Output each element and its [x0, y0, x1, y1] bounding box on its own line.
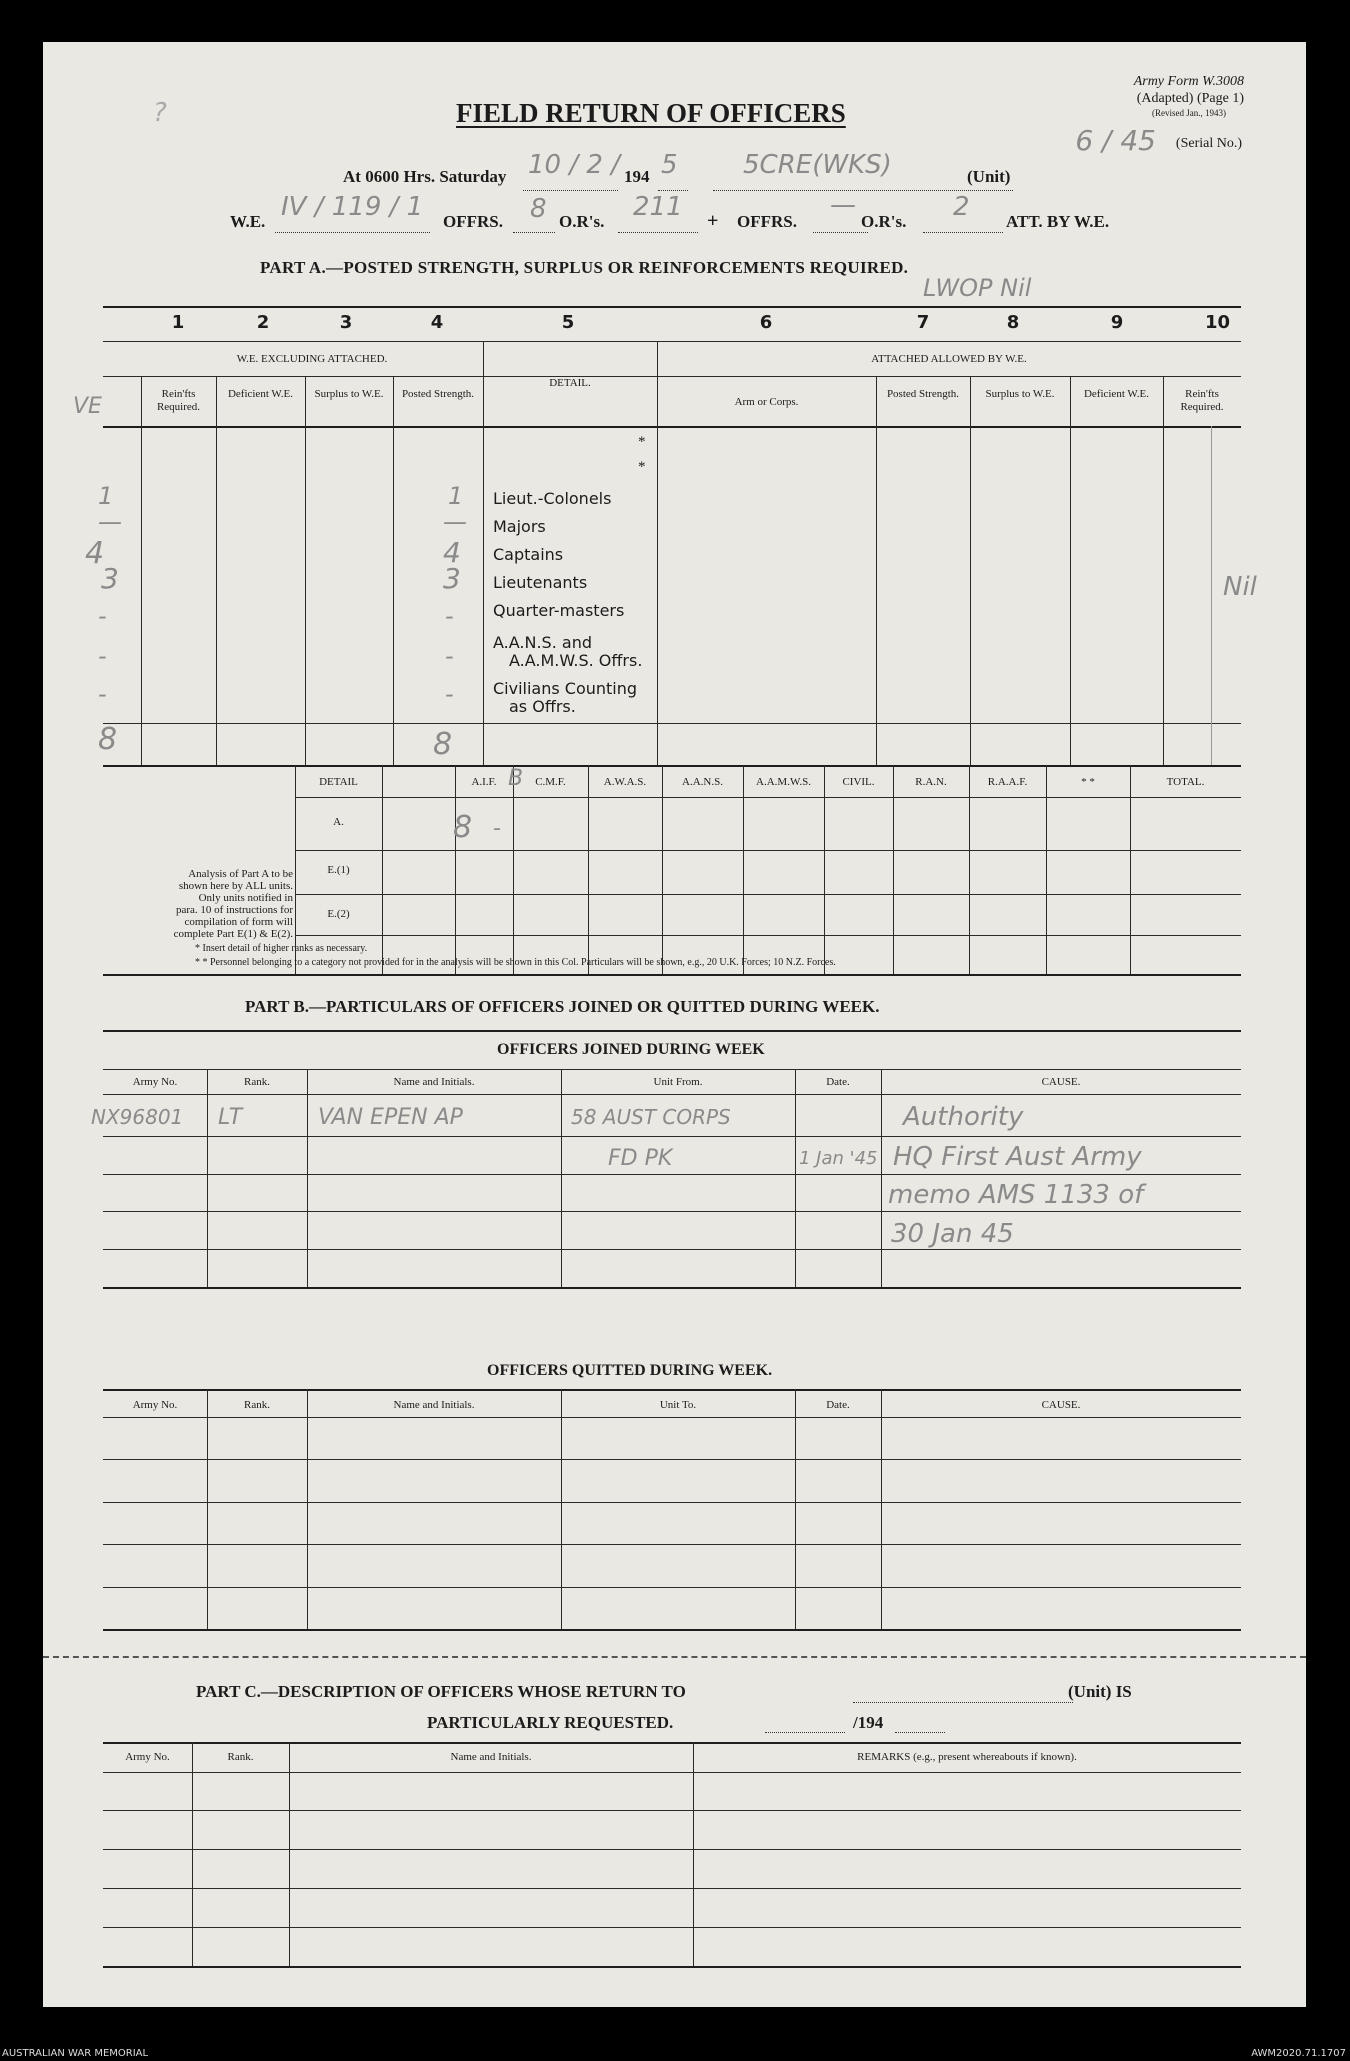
posted-count-5: -: [445, 602, 454, 630]
serial-label: (Serial No.): [1175, 136, 1242, 151]
analysis-row-e2: E.(2): [327, 908, 350, 920]
quitted-col-cause: CAUSE.: [1041, 1399, 1081, 1411]
form-id: Army Form W.3008: [1133, 74, 1244, 89]
column-number: 1: [171, 312, 185, 333]
offrs-hand: 8: [530, 194, 547, 224]
analysis-row-e1: E.(1): [327, 864, 350, 876]
quitted-col-unit-to: Unit To.: [659, 1399, 697, 1411]
analysis-col-aamws: A.A.M.W.S.: [756, 776, 811, 788]
part-a-heading: PART A.—POSTED STRENGTH, SURPLUS OR REINFORCEMENTS REQUIRED.: [260, 258, 909, 277]
lwop-hand: LWOP Nil: [923, 274, 1032, 302]
year-hand: 5: [661, 150, 678, 180]
posted-count-4: 3: [443, 562, 461, 595]
posted-count-7: -: [445, 680, 454, 708]
we-count-1: 1: [98, 482, 114, 510]
analysis-row-a: A.: [333, 816, 344, 828]
we-count-3: 4: [85, 536, 105, 571]
analysis-col-aif: A.I.F.: [471, 776, 497, 788]
column-number: 5: [561, 312, 575, 333]
col-arm-corps: Arm or Corps.: [734, 396, 799, 408]
offrs-label: OFFRS.: [443, 212, 503, 231]
quitted-heading: OFFICERS QUITTED DURING WEEK.: [487, 1362, 773, 1379]
footer-right: AWM2020.71.1707: [1251, 2048, 1346, 2059]
column-number: 8: [1006, 312, 1020, 333]
joined-cause-1: Authority: [903, 1102, 1024, 1132]
rank-quartermasters: Quarter-masters: [493, 601, 625, 620]
ors2-label: O.R's.: [861, 212, 907, 231]
analysis-note: Analysis of Part A to be shown here by ALL units. Only units notified in para. 10 of instructions for compilation of form will complete Part E(1) & E(2).: [173, 868, 293, 940]
plus-sign: +: [707, 210, 719, 232]
ors-label: O.R's.: [559, 212, 605, 231]
we-count-6: -: [98, 642, 107, 670]
total-posted-hand: 8: [433, 727, 453, 762]
joined-army-no: NX96801: [91, 1105, 184, 1129]
analysis-col-awas: A.W.A.S.: [603, 776, 647, 788]
joined-col-cause: CAUSE.: [1041, 1076, 1081, 1088]
posted-count-2: —: [443, 508, 467, 536]
col-att-posted: Posted Strength.: [886, 388, 960, 400]
joined-unit-1: 58 AUST CORPS: [571, 1105, 731, 1129]
part-c-line1-end: (Unit) IS: [1068, 1682, 1132, 1701]
quitted-col-date: Date.: [826, 1399, 850, 1411]
we-count-2: —: [98, 508, 122, 536]
footer-left: AUSTRALIAN WAR MEMORIAL: [2, 2048, 149, 2059]
quitted-col-rank: Rank.: [244, 1399, 270, 1411]
star-2: *: [638, 459, 646, 475]
we-label: W.E.: [230, 212, 266, 231]
form-id-revised: (Revised Jan., 1943): [1152, 108, 1226, 118]
analysis-col-ran: R.A.N.: [915, 776, 947, 788]
footnote-2: * * Personnel belonging to a category not provided for in the analysis will be shown in this Col. Particulars will be shown, e.g., 20 U.K. Forces; 10 N.Z. Forces.: [195, 957, 836, 968]
col-surplus: Surplus to W.E.: [314, 388, 384, 400]
joined-unit-2: FD PK: [608, 1146, 673, 1171]
offrs2-label: OFFRS.: [737, 212, 797, 231]
group-we-excluding: W.E. EXCLUDING ATTACHED.: [236, 353, 388, 365]
ve-hand: VE: [73, 394, 102, 419]
analysis-col-total: TOTAL.: [1166, 776, 1205, 788]
part-c-col-remarks: REMARKS (e.g., present whereabouts if known).: [857, 1751, 1077, 1763]
form-page: [43, 42, 1306, 2007]
unit-label: (Unit): [967, 167, 1011, 186]
we-count-7: -: [98, 680, 107, 708]
joined-col-date: Date.: [826, 1076, 850, 1088]
rank-civilians: Civilians Counting: [493, 679, 638, 698]
cut-line: [43, 1656, 1306, 1658]
offrs2-hand: —: [830, 190, 856, 220]
col-posted: Posted Strength.: [401, 388, 475, 400]
we-count-4: 3: [101, 562, 119, 595]
detail-head: DETAIL.: [549, 377, 591, 389]
part-c-col-rank: Rank.: [227, 1751, 254, 1763]
date-hand: 10 / 2 /: [528, 150, 620, 180]
ors-hand: 211: [633, 192, 683, 222]
form-id-adapted: (Adapted) (Page 1): [1136, 91, 1244, 106]
analysis-detail-head: DETAIL: [319, 776, 358, 788]
joined-col-army-no: Army No.: [132, 1076, 178, 1088]
joined-name: VAN EPEN AP: [318, 1105, 463, 1130]
joined-col-unit-from: Unit From.: [653, 1076, 703, 1088]
part-b-heading: PART B.—PARTICULARS OF OFFICERS JOINED OR QUITTED DURING WEEK.: [245, 997, 880, 1016]
joined-cause-2: HQ First Aust Army: [893, 1142, 1142, 1172]
posted-count-3: 4: [443, 536, 461, 569]
analysis-col-aans: A.A.N.S.: [682, 776, 723, 788]
rank-aans: A.A.N.S. and: [493, 633, 592, 652]
analysis-col-raaf: R.A.A.F.: [987, 776, 1028, 788]
part-c-col-army-no: Army No.: [125, 1751, 170, 1763]
footnote-1: * Insert detail of higher ranks as necessary.: [195, 943, 368, 954]
posted-count-6: -: [445, 642, 454, 670]
analysis-col-other: * *: [1081, 776, 1095, 788]
total-we-hand: 8: [98, 722, 118, 757]
quitted-col-name: Name and Initials.: [393, 1399, 475, 1411]
col-att-surplus: Surplus to W.E.: [985, 388, 1055, 400]
column-number: 4: [430, 312, 444, 333]
column-number: 10: [1205, 312, 1231, 333]
joined-cause-4: 30 Jan 45: [891, 1219, 1014, 1249]
col-att-reinfts: Rein'fts Required.: [1180, 388, 1224, 413]
rank-lt-colonels: Lieut.-Colonels: [493, 489, 612, 508]
rank-aamws: A.A.M.W.S. Offrs.: [509, 651, 643, 670]
joined-date: 1 Jan '45: [799, 1148, 878, 1169]
we-hand: IV / 119 / 1: [281, 192, 424, 222]
nil-hand: Nil: [1223, 572, 1257, 602]
group-attached: ATTACHED ALLOWED BY W.E.: [871, 353, 1027, 365]
star-1: *: [638, 434, 646, 450]
joined-col-rank: Rank.: [244, 1076, 270, 1088]
page-title: FIELD RETURN OF OFFICERS: [456, 98, 846, 128]
we-count-5: -: [98, 602, 107, 630]
corner-mark: ?: [153, 98, 167, 128]
column-number: 6: [759, 312, 773, 333]
serial-number-hand: 6 / 45: [1075, 124, 1156, 157]
col-deficient: Deficient W.E.: [227, 388, 294, 400]
column-number: 2: [256, 312, 270, 333]
joined-col-name: Name and Initials.: [393, 1076, 475, 1088]
analysis-col-civil: CIVIL.: [842, 776, 875, 788]
column-number: 9: [1110, 312, 1124, 333]
joined-cause-3: memo AMS 1133 of: [888, 1180, 1144, 1210]
rank-lieutenants: Lieutenants: [493, 573, 588, 592]
aif-b-hand: B: [508, 766, 524, 791]
posted-count-1: 1: [448, 482, 464, 510]
quitted-col-army-no: Army No.: [132, 1399, 178, 1411]
column-number: 7: [916, 312, 930, 333]
rank-majors: Majors: [493, 517, 546, 536]
rank-captains: Captains: [493, 545, 564, 564]
col-reinfts: Rein'fts Required.: [156, 388, 201, 413]
column-number: 3: [339, 312, 353, 333]
part-c-year: /194: [853, 1713, 884, 1732]
aif-mark-hand: -: [493, 816, 501, 841]
col-att-deficient: Deficient W.E.: [1083, 388, 1150, 400]
part-c-col-name: Name and Initials.: [450, 1751, 532, 1763]
year-printed: 194: [624, 167, 650, 186]
part-c-line2: PARTICULARLY REQUESTED.: [427, 1713, 674, 1732]
joined-heading: OFFICERS JOINED DURING WEEK: [497, 1041, 765, 1058]
rank-civilians-2: as Offrs.: [509, 697, 576, 716]
unit-hand: 5CRE(WKS): [743, 150, 892, 180]
at-line: At 0600 Hrs. Saturday: [343, 167, 507, 186]
analysis-col-cmf: C.M.F.: [535, 776, 566, 788]
joined-rank: LT: [218, 1105, 243, 1130]
aif-hand: 8: [453, 810, 473, 845]
ors2-hand: 2: [953, 192, 970, 222]
att-label: ATT. BY W.E.: [1006, 212, 1110, 231]
part-c-line1: PART C.—DESCRIPTION OF OFFICERS WHOSE RETURN TO: [196, 1682, 686, 1701]
